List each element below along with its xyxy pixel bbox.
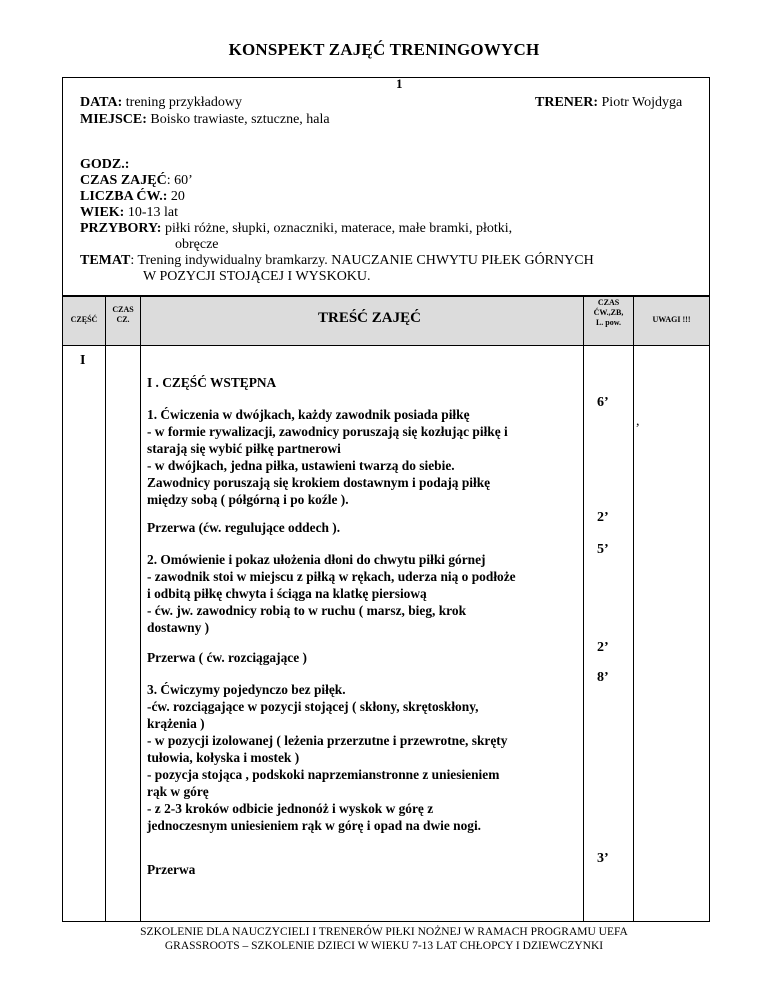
wiek-line: WIEK: 10-13 lat bbox=[80, 205, 178, 220]
block-6: Przerwa bbox=[147, 862, 196, 877]
col-divider-4 bbox=[633, 296, 634, 922]
table-left-border bbox=[62, 296, 63, 922]
section-title: I . CZĘŚĆ WSTĘPNA bbox=[147, 375, 277, 390]
col-divider-2 bbox=[140, 296, 141, 922]
przybory-line: PRZYBORY: piłki różne, słupki, oznaczniki, materace, małe bramki, płotki, bbox=[80, 221, 513, 236]
godz-line: GODZ.: bbox=[80, 157, 130, 172]
block-5-time: 8’ bbox=[597, 670, 609, 685]
block-4: Przerwa ( ćw. rozciągające ) bbox=[147, 650, 307, 665]
header-czas-cz: CZAS CZ. bbox=[112, 305, 134, 324]
header-czesc: CZĘŚĆ bbox=[70, 315, 98, 324]
czas-line: CZAS ZAJĘĆ: 60’ bbox=[80, 173, 193, 188]
block-1: 1. Ćwiczenia w dwójkach, każdy zawodnik posiada piłkę - w formie rywalizacji, zawodnicy poruszają się kozłując piłkę i starają się wybić piłkę partnerowi - w dwójkach, jedna piłka, ustawieni twarzą do siebie. Zawodnicy poruszają się krokiem dostawnym i podają piłkę między sobą ( półgórną i po koźle ). bbox=[147, 407, 508, 507]
page-number: 1 bbox=[396, 76, 403, 91]
temat-line-2: W POZYCJI STOJĄCEJ I WYSKOKU. bbox=[143, 269, 371, 284]
block-6-time: 3’ bbox=[597, 851, 609, 866]
part-numeral: I bbox=[80, 353, 86, 368]
uwagi-mark: , bbox=[636, 414, 640, 429]
footer: SZKOLENIE DLA NAUCZYCIELI I TRENERÓW PIŁKI NOŻNEJ W RAMACH PROGRAMU UEFA GRASSROOTS – SZKOLENIE DZIECI W WIEKU 7-13 LAT CHŁOPCY I DZIEWCZYNKI bbox=[140, 926, 628, 952]
block-4-time: 2’ bbox=[597, 640, 609, 655]
block-3-time: 5’ bbox=[597, 542, 609, 557]
block-5: 3. Ćwiczymy pojedynczo bez piłęk. -ćw. rozciągające w pozycji stojącej ( skłony, skrętoskłony, krążenia ) - w pozycji izolowanej ( leżenia przerzutne i przewrotne, skręty tułowia, kołyska i mostek ) - pozycja stojąca , podskoki naprzemianstronne z uniesieniem rąk w górę - z 2-3 kroków odbicie jednonóż i wyskok w górę z jednoczesnym uniesieniem rąk w górę i opad na dwie nogi. bbox=[147, 682, 508, 833]
col-divider-1 bbox=[105, 296, 106, 922]
liczba-line: LICZBA ĆW.: 20 bbox=[80, 189, 185, 204]
trener-line: TRENER: Piotr Wojdyga bbox=[535, 95, 683, 110]
data-line: DATA: trening przykładowy bbox=[80, 95, 243, 110]
block-2: Przerwa (ćw. regulujące oddech ). bbox=[147, 520, 341, 535]
header-uwagi: UWAGI !!! bbox=[652, 315, 691, 324]
temat-line: TEMAT: Trening indywidualny bramkarzy. NAUCZANIE CHWYTU PIŁEK GÓRNYCH bbox=[80, 253, 594, 268]
col-divider-3 bbox=[583, 296, 584, 922]
przybory-line-2: obręcze bbox=[175, 237, 219, 252]
block-2-time: 2’ bbox=[597, 510, 609, 525]
block-1-time: 6’ bbox=[597, 395, 609, 410]
header-tresc: TREŚĆ ZAJĘĆ bbox=[318, 310, 421, 326]
header-czas-cw: CZAS ĆW.,ZB, L. pow. bbox=[593, 298, 624, 327]
block-3: 2. Omówienie i pokaz ułożenia dłoni do chwytu piłki górnej - zawodnik stoi w miejscu z piłką w rękach, uderza nią o podłoże i odbitą piłkę chwyta i ściąga na klatkę piersiową - ćw. jw. zawodnicy robią to w ruchu ( marsz, bieg, krok dostawny ) bbox=[147, 552, 516, 635]
table-bottom-border bbox=[62, 921, 710, 922]
table-right-border bbox=[709, 296, 710, 922]
document-title: KONSPEKT ZAJĘĆ TRENINGOWYCH bbox=[228, 40, 540, 59]
miejsce-line: MIEJSCE: Boisko trawiaste, sztuczne, hala bbox=[80, 112, 330, 127]
